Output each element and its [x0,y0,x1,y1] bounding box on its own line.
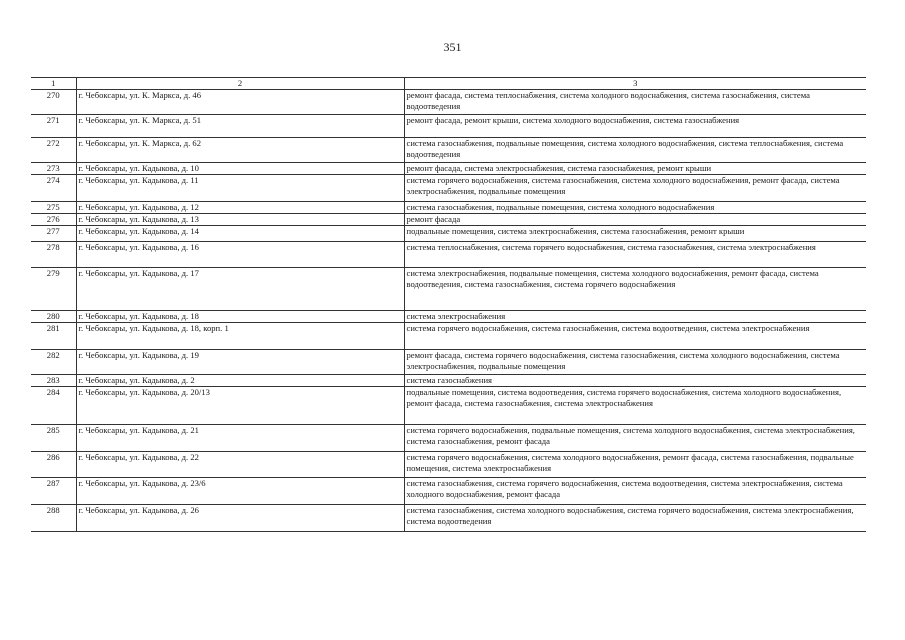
address-cell: г. Чебоксары, ул. К. Маркса, д. 46 [76,90,404,115]
address-cell: г. Чебоксары, ул. Кадыкова, д. 18, корп. 1 [76,323,404,350]
works-cell: система горячего водоснабжения, система газоснабжения, система водоотведения, система электроснабжения [404,323,866,350]
works-cell: система газоснабжения, подвальные помещения, система холодного водоснабжения [404,202,866,214]
address-cell: г. Чебоксары, ул. К. Маркса, д. 62 [76,138,404,163]
page-number: 351 [443,40,462,54]
table-row [31,425,866,452]
address-cell: г. Чебоксары, ул. Кадыкова, д. 20/13 [76,387,404,425]
column-header-2: 2 [76,78,404,90]
row-number-cell: 270 [31,90,76,115]
address-cell: г. Чебоксары, ул. Кадыкова, д. 11 [76,175,404,202]
table-row [31,163,866,175]
works-cell: система горячего водоснабжения, система холодного водоснабжения, ремонт фасада, система газоснабжения, подвальные помещения, система электроснабжения [404,452,866,478]
address-cell: г. Чебоксары, ул. Кадыкова, д. 2 [76,375,404,387]
row-number-cell: 288 [31,505,76,532]
address-cell: г. Чебоксары, ул. Кадыкова, д. 18 [76,311,404,323]
table-row [31,90,866,115]
address-cell: г. Чебоксары, ул. Кадыкова, д. 16 [76,242,404,268]
row-number-cell: 273 [31,163,76,175]
works-cell: подвальные помещения, система водоотведения, система горячего водоснабжения, система холодного водоснабжения, ремонт фасада, система газоснабжения, система электроснабжения [404,387,866,425]
row-number-cell: 278 [31,242,76,268]
works-cell: ремонт фасада [404,214,866,226]
row-number-cell: 280 [31,311,76,323]
works-cell: ремонт фасада, система теплоснабжения, система холодного водоснабжения, система газоснабжения, система водоотведения [404,90,866,115]
row-number-cell: 286 [31,452,76,478]
row-number-cell: 276 [31,214,76,226]
table-body [31,90,866,532]
row-number-cell: 275 [31,202,76,214]
works-cell: система газоснабжения [404,375,866,387]
address-cell: г. Чебоксары, ул. Кадыкова, д. 21 [76,425,404,452]
address-cell: г. Чебоксары, ул. Кадыкова, д. 10 [76,163,404,175]
table-row [31,478,866,505]
table-row [31,350,866,375]
table-row [31,387,866,425]
works-cell: ремонт фасада, ремонт крыши, система холодного водоснабжения, система газоснабжения [404,115,866,138]
table-row [31,452,866,478]
row-number-cell: 271 [31,115,76,138]
table-row [31,115,866,138]
works-cell: система горячего водоснабжения, система газоснабжения, система холодного водоснабжения, ремонт фасада, система электроснабжения, подвальные помещения [404,175,866,202]
works-cell: система электроснабжения [404,311,866,323]
table-row [31,202,866,214]
row-number-cell: 279 [31,268,76,311]
table-header-row [31,78,866,90]
address-cell: г. Чебоксары, ул. Кадыкова, д. 14 [76,226,404,242]
works-cell: ремонт фасада, система горячего водоснабжения, система газоснабжения, система холодного водоснабжения, система электроснабжения, подвальные помещения [404,350,866,375]
row-number-cell: 283 [31,375,76,387]
works-cell: система горячего водоснабжения, подвальные помещения, система холодного водоснабжения, система электроснабжения, система газоснабжения, ремонт фасада [404,425,866,452]
address-cell: г. Чебоксары, ул. К. Маркса, д. 51 [76,115,404,138]
works-cell: ремонт фасада, система электроснабжения, система газоснабжения, ремонт крыши [404,163,866,175]
table-row [31,311,866,323]
column-header-1: 1 [31,78,76,90]
table-row [31,242,866,268]
works-cell: система теплоснабжения, система горячего водоснабжения, система газоснабжения, система электроснабжения [404,242,866,268]
table-row [31,375,866,387]
table-row [31,505,866,532]
table-row [31,226,866,242]
table-row [31,268,866,311]
works-cell: система газоснабжения, система горячего водоснабжения, система водоотведения, система электроснабжения, система холодного водоснабжения, ремонт фасада [404,478,866,505]
column-header-3: 3 [404,78,866,90]
table-row [31,138,866,163]
row-number-cell: 284 [31,387,76,425]
register-table [31,77,866,532]
address-cell: г. Чебоксары, ул. Кадыкова, д. 22 [76,452,404,478]
row-number-cell: 274 [31,175,76,202]
address-cell: г. Чебоксары, ул. Кадыкова, д. 12 [76,202,404,214]
works-cell: система электроснабжения, подвальные помещения, система холодного водоснабжения, ремонт фасада, система водоотведения, система газоснабжения, система горячего водоснабжения [404,268,866,311]
table-row [31,214,866,226]
table-row [31,175,866,202]
address-cell: г. Чебоксары, ул. Кадыкова, д. 17 [76,268,404,311]
table-row [31,323,866,350]
address-cell: г. Чебоксары, ул. Кадыкова, д. 19 [76,350,404,375]
address-cell: г. Чебоксары, ул. Кадыкова, д. 13 [76,214,404,226]
row-number-cell: 272 [31,138,76,163]
address-cell: г. Чебоксары, ул. Кадыкова, д. 26 [76,505,404,532]
row-number-cell: 287 [31,478,76,505]
works-cell: система газоснабжения, подвальные помещения, система холодного водоснабжения, система теплоснабжения, система водоотведения [404,138,866,163]
row-number-cell: 282 [31,350,76,375]
row-number-cell: 277 [31,226,76,242]
works-cell: подвальные помещения, система электроснабжения, система газоснабжения, ремонт крыши [404,226,866,242]
address-cell: г. Чебоксары, ул. Кадыкова, д. 23/6 [76,478,404,505]
row-number-cell: 285 [31,425,76,452]
row-number-cell: 281 [31,323,76,350]
works-cell: система газоснабжения, система холодного водоснабжения, система горячего водоснабжения, система электроснабжения, система водоотведения [404,505,866,532]
